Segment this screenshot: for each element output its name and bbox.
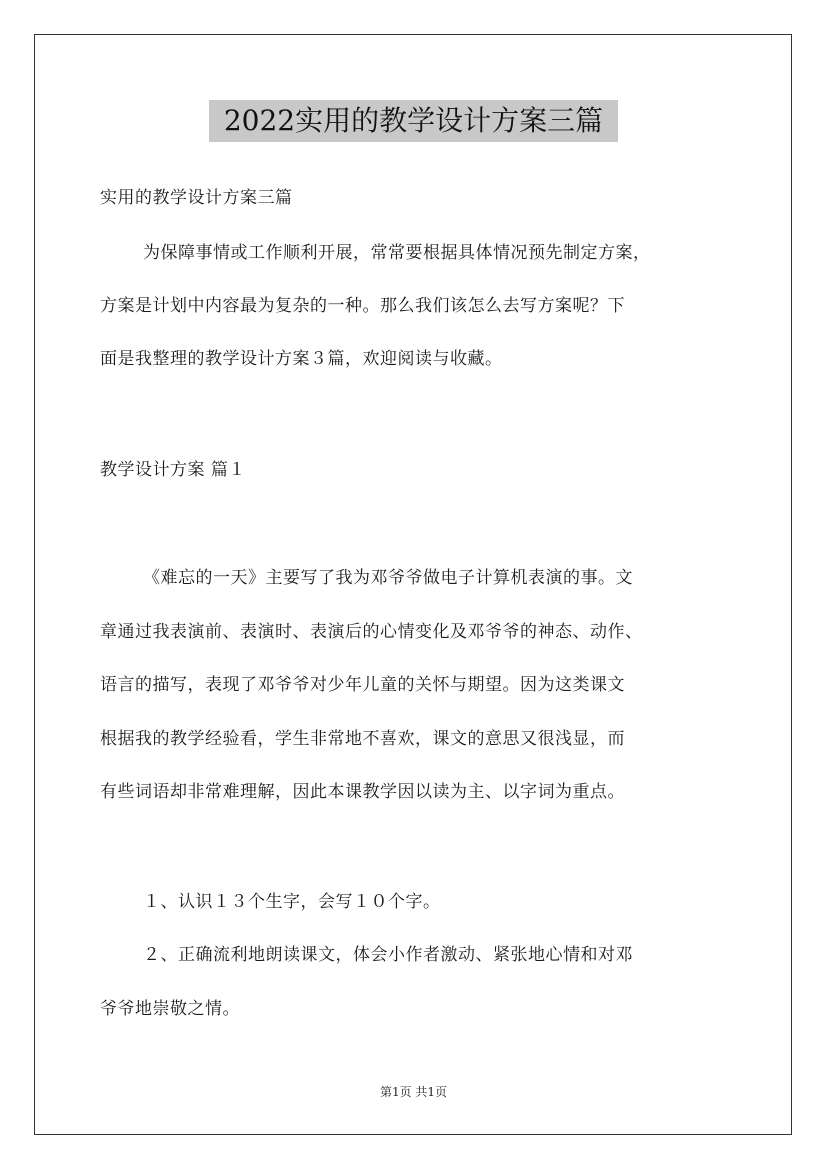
intro-line-3: 面是我整理的教学设计方案３篇，欢迎阅读与收藏。 [100,349,503,369]
paragraph-line-5: 有些词语却非常难理解，因此本课教学因以读为主、以字词为重点。 [100,782,625,802]
section-heading: 教学设计方案 篇１ [100,460,246,480]
intro-line-2: 方案是计划中内容最为复杂的一种。那么我们该怎么去写方案呢？下 [100,296,625,316]
goal-line-1: １、认识１３个生字，会写１０个字。 [143,892,441,912]
paragraph-line-4: 根据我的教学经验看，学生非常地不喜欢，课文的意思又很浅显，而 [100,729,625,749]
intro-line-1: 为保障事情或工作顺利开展，常常要根据具体情况预先制定方案， [143,243,651,263]
subtitle: 实用的教学设计方案三篇 [100,188,293,208]
paragraph-line-3: 语言的描写，表现了邓爷爷对少年儿童的关怀与期望。因为这类课文 [100,675,625,695]
goal-line-2: ２、正确流利地朗读课文，体会小作者激动、紧张地心情和对邓 [143,945,633,965]
paragraph-line-2: 章通过我表演前、表演时、表演后的心情变化及邓爷爷的神态、动作、 [100,622,643,642]
goal-line-3: 爷爷地崇敬之情。 [100,999,240,1019]
document-title: 2022实用的教学设计方案三篇 [209,100,618,142]
page-footer: 第1页 共1页 [379,1085,448,1099]
paragraph-line-1: 《难忘的一天》主要写了我为邓爷爷做电子计算机表演的事。文 [143,568,633,588]
